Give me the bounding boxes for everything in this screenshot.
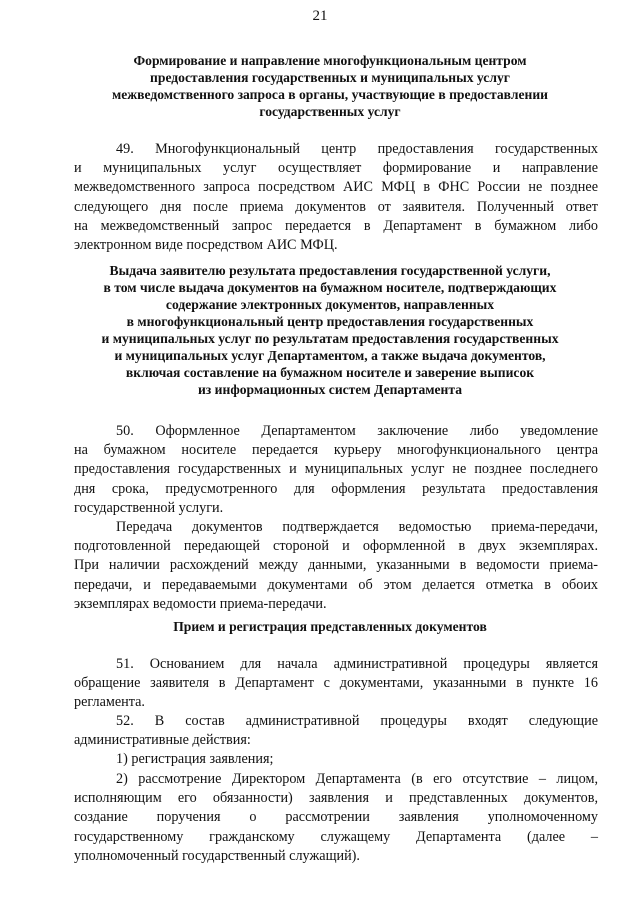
paragraph-51 (74, 655, 598, 713)
heading-line: Выдача заявителю результата предоставления государственной услуги, (109, 263, 551, 278)
paragraph-line: дня срока, предусмотренного для оформления результата предоставления (74, 480, 598, 497)
heading-line: в том числе выдача документов на бумажном носителе, подтверждающих (103, 280, 557, 295)
paragraph-line: 51. Основанием для начала административной процедуры является (116, 656, 598, 672)
paragraph-line: межведомственного запроса посредством АИС МФЦ в ФНС России не позднее (74, 179, 598, 196)
paragraph-52 (74, 712, 598, 750)
heading-line: предоставления государственных и муниципальных услуг (150, 70, 510, 85)
paragraph-line: уполномоченный государственный служащий). (74, 847, 360, 864)
paragraph-line: 49. Многофункциональный центр предоставления государственных (116, 141, 598, 157)
paragraph-line: регламента. (74, 694, 145, 711)
heading-line: включая составление на бумажном носителе и заверение выписок (125, 365, 535, 380)
paragraph-line: передачи, и передаваемыми документами об этом делается отметка в обоих (74, 576, 598, 593)
paragraph-line: электронном виде посредством АИС МФЦ. (74, 237, 338, 254)
paragraph-line: подготовленной передающей стороной и оформленной в двух экземплярах. (74, 538, 598, 555)
paragraph-52-item-1 (74, 750, 598, 769)
paragraph-line: 1) регистрация заявления; (116, 751, 274, 767)
paragraph-line: 52. В состав административной процедуры входят следующие (116, 713, 598, 729)
heading-line: межведомственного запроса в органы, участвующие в предоставлении (112, 87, 548, 102)
paragraph-line: 50. Оформленное Департаментом заключение либо уведомление (116, 423, 598, 439)
heading-line: содержание электронных документов, направленных (165, 297, 495, 312)
paragraph-line: исполняющим его обязанности) заявления и представленных документов, (74, 790, 598, 807)
heading-line: и муниципальных услуг по результатам предоставления государственных (101, 331, 559, 346)
heading-line: государственных услуг (259, 104, 401, 119)
paragraph-line: обращение заявителя в Департамент с документами, указанными в пункте 16 (74, 675, 598, 692)
paragraph-line: на межведомственный запрос передается в Департамент в бумажном либо (74, 217, 598, 234)
paragraph-line: Передача документов подтверждается ведомостью приема-передачи, (116, 519, 598, 535)
paragraph-50 (74, 422, 598, 518)
paragraph-line: государственному гражданскому служащему Департамента (далее – (74, 828, 598, 845)
paragraph-line: и муниципальных услуг осуществляет формирование и направление (74, 160, 598, 177)
section-heading-result-delivery (70, 262, 590, 398)
paragraph-50-transfer (74, 518, 598, 614)
paragraph-line: создание поручения о рассмотрении заявления уполномоченному (74, 809, 598, 826)
paragraph-line: на бумажном носителе передается курьеру многофункционального центра (74, 442, 598, 459)
heading-line: из информационных систем Департамента (197, 382, 463, 397)
heading-line: в многофункциональный центр предоставления государственных (126, 314, 534, 329)
heading-line: Прием и регистрация представленных документов (173, 619, 487, 634)
paragraph-line: При наличии расхождений между данными, указанными в ведомости приема- (74, 557, 598, 574)
paragraph-line: следующего дня после приема документов от заявителя. Полученный ответ (74, 198, 598, 215)
paragraph-line: государственной услуги. (74, 499, 224, 516)
paragraph-line: предоставления государственных и муниципальных услуг не позднее последнего (74, 461, 598, 478)
page-number: 21 (312, 8, 328, 24)
heading-line: Формирование и направление многофункциональным центром (133, 53, 527, 68)
heading-line: и муниципальных услуг Департаментом, а также выдача документов, (114, 348, 546, 363)
section-heading-reception (70, 618, 590, 635)
paragraph-line: экземплярах ведомости приема-передачи. (74, 595, 327, 612)
paragraph-line: административные действия: (74, 732, 251, 749)
paragraph-line: 2) рассмотрение Директором Департамента (в его отсутствие – лицом, (116, 771, 598, 787)
section-heading-mfc-request (70, 52, 590, 120)
paragraph-49 (74, 140, 598, 255)
paragraph-52-item-2 (74, 770, 598, 866)
